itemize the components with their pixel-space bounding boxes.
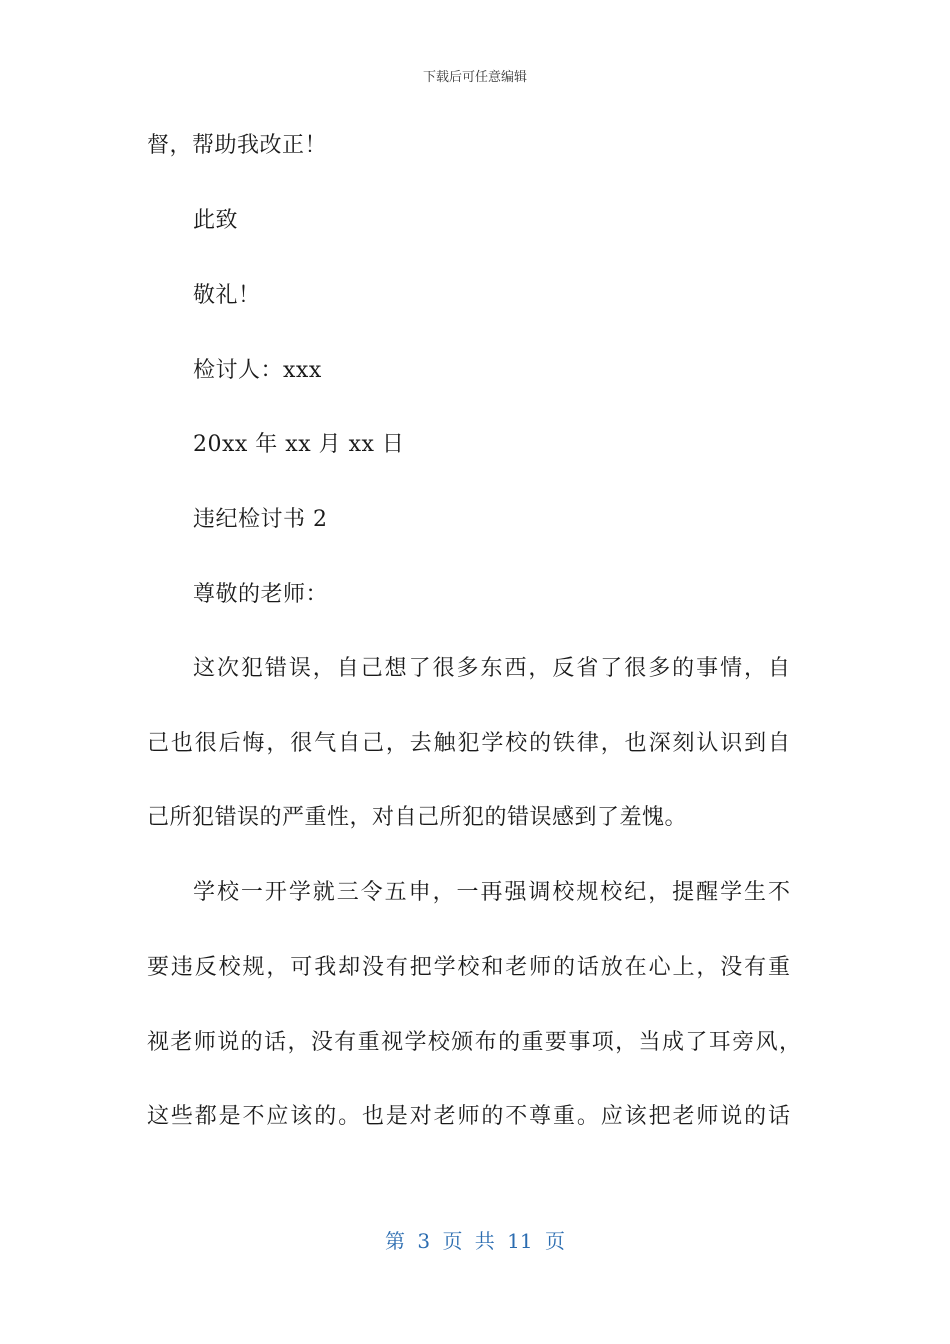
text-line: 学校一开学就三令五申，一再强调校规校纪，提醒学生不 bbox=[193, 880, 790, 905]
text-line: 要违反校规，可我却没有把学校和老师的话放在心上，没有重 bbox=[147, 955, 790, 980]
text-line: 此致 bbox=[193, 208, 239, 233]
date-line: 20xx 年 xx 月 xx 日 bbox=[193, 432, 405, 457]
text-line: 视老师说的话，没有重视学校颁布的重要事项，当成了耳旁风， bbox=[147, 1030, 801, 1055]
page-header: 下载后可任意编辑 bbox=[422, 70, 527, 85]
text-line: 督，帮助我改正！ bbox=[147, 133, 328, 158]
section-title: 违纪检讨书 2 bbox=[193, 507, 328, 532]
text-line: 敬礼！ bbox=[193, 283, 261, 308]
signature-line: 检讨人：xxx bbox=[193, 358, 322, 383]
page-number: 第 3 页 共 11 页 bbox=[385, 1229, 565, 1253]
text-line: 这次犯错误，自己想了很多东西，反省了很多的事情，自 bbox=[193, 656, 790, 681]
text-line: 这些都是不应该的。也是对老师的不尊重。应该把老师说的话 bbox=[147, 1104, 790, 1129]
text-line: 己所犯错误的严重性，对自己所犯的错误感到了羞愧。 bbox=[147, 805, 688, 830]
text-line: 己也很后悔，很气自己，去触犯学校的铁律，也深刻认识到自 bbox=[147, 731, 790, 756]
salutation: 尊敬的老师： bbox=[193, 582, 329, 607]
